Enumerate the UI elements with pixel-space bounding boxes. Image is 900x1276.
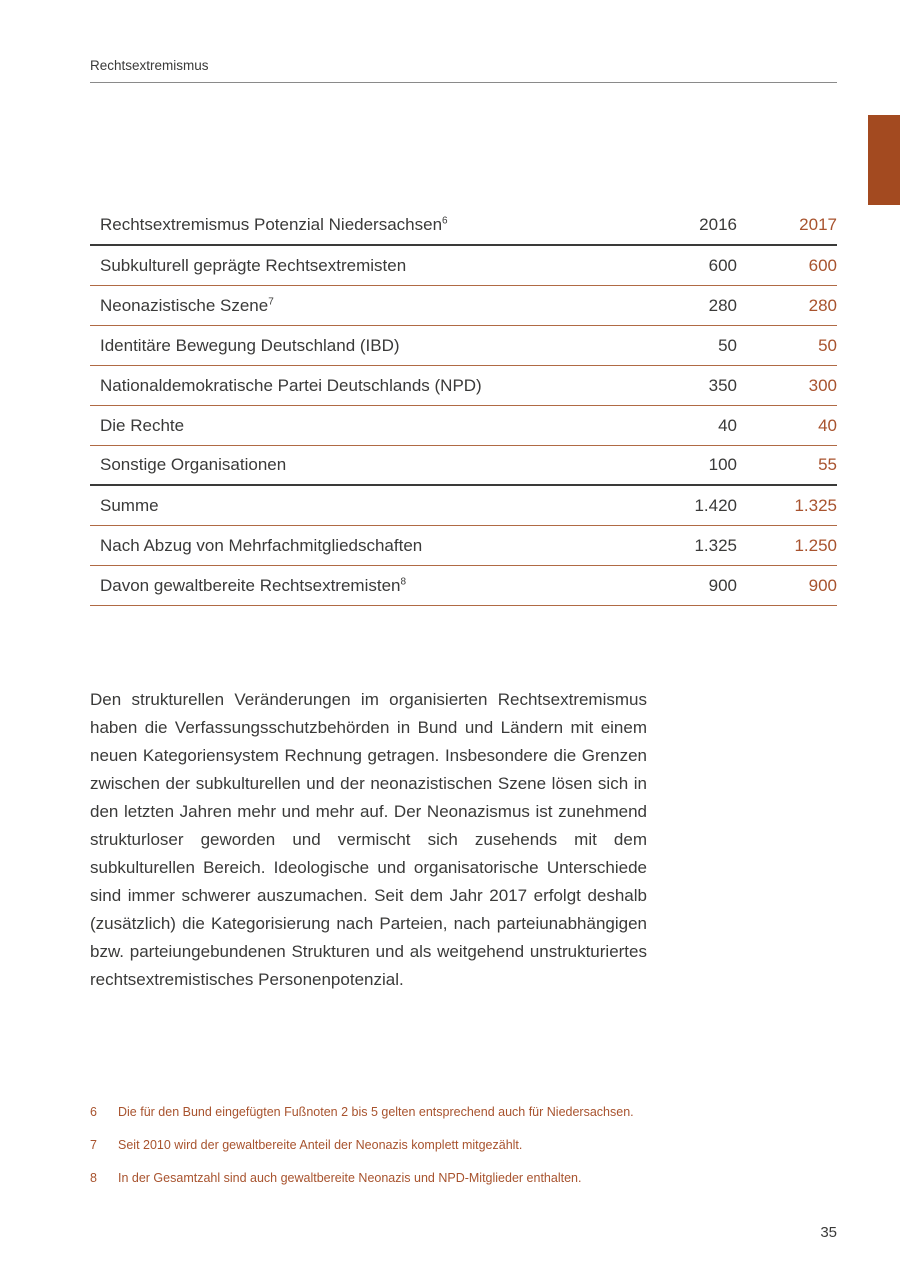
value-2016: 350 (708, 375, 737, 395)
value-2017: 1.250 (794, 535, 837, 555)
table-header-row (90, 205, 837, 246)
value-2016: 600 (708, 255, 737, 275)
footnotes-section (90, 1105, 790, 1204)
potential-table (90, 205, 837, 606)
footnote (90, 1105, 790, 1120)
footnote-text: Die für den Bund eingefügten Fußnoten 2 bis 5 gelten entsprechend auch für Niedersachsen. (118, 1105, 634, 1119)
value-2017: 600 (808, 255, 837, 275)
table-row (90, 446, 837, 486)
table-row (90, 326, 837, 366)
footnote-text: Seit 2010 wird der gewaltbereite Anteil der Neonazis komplett mitgezählt. (118, 1138, 523, 1152)
row-label: Davon gewaltbereite Rechtsextremisten$^8$ (100, 575, 407, 595)
value-2016: 900 (708, 575, 737, 595)
table-row (90, 406, 837, 446)
value-2017: 1.325 (794, 495, 837, 515)
row-label: Summe (100, 495, 159, 515)
footnote (90, 1171, 790, 1186)
value-2017: 300 (808, 375, 837, 395)
row-label: Neonazistische Szene$^7$ (100, 295, 274, 315)
row-label: Nationaldemokratische Partei Deutschlands (NPD) (100, 375, 482, 395)
body-paragraph: Den strukturellen Veränderungen im organisierten Rechtsextremismus haben die Verfassungsschutzbehörden in Bund und Ländern mit einem neuen Kategoriensystem Rechnung getragen. Insbesondere die Grenzen zwischen der subkulturellen und der neonazistischen Szene lösen sich in den letzten Jahren mehr und mehr auf. Der Neonazismus ist zunehmend strukturloser geworden und vermischt sich zusehends mit dem subkulturellen Bereich. Ideologische und organisatorische Unterschiede sind immer schwerer auszumachen. Seit dem Jahr 2017 erfolgt deshalb (zusätzlich) die Kategorisierung nach Parteien, nach parteiunabhängigen bzw. parteiungebundenen Strukturen und als weitgehend unstrukturiertes rechtsextremistisches Personenpotenzial. (90, 690, 647, 989)
page-number: 35 (820, 1224, 837, 1241)
table-row (90, 246, 837, 286)
footnote-number: 7 (90, 1138, 97, 1152)
value-2016: 50 (718, 335, 737, 355)
value-2017: 55 (818, 455, 837, 474)
row-label: Die Rechte (100, 415, 185, 435)
table-row (90, 366, 837, 406)
row-label: Sonstige Organisationen (100, 455, 287, 474)
footnote-ref-8: 8 (400, 575, 407, 587)
footnote-number: 8 (90, 1171, 97, 1185)
table-summary-row (90, 566, 837, 606)
footnote (90, 1138, 790, 1153)
value-2017: 50 (818, 335, 837, 355)
chapter-edge-tab (868, 115, 900, 205)
footnote-number: 6 (90, 1105, 97, 1119)
footnote-ref-6: 6 (442, 214, 448, 226)
value-2016: 280 (708, 295, 737, 315)
table-title-text: Rechtsextremismus Potenzial Niedersachsen (100, 214, 443, 234)
value-2016: 1.420 (694, 495, 737, 515)
table-title (90, 215, 632, 235)
value-2016: 40 (718, 415, 737, 435)
row-label: Identitäre Bewegung Deutschland (IBD) (100, 335, 400, 355)
column-header-2017: 2017 (799, 214, 837, 234)
footnote-ref-7: 7 (268, 295, 274, 307)
table-row (90, 286, 837, 326)
footnote-text: In der Gesamtzahl sind auch gewaltbereite Neonazis und NPD-Mitglieder enthalten. (118, 1171, 582, 1185)
table-summary-row (90, 526, 837, 566)
row-label: Nach Abzug von Mehrfachmitgliedschaften (100, 535, 423, 555)
value-2017: 40 (818, 415, 837, 435)
row-label: Subkulturell geprägte Rechtsextremisten (100, 255, 407, 275)
value-2016: 100 (708, 455, 737, 474)
value-2016: 1.325 (694, 535, 737, 555)
column-header-2016: 2016 (699, 214, 737, 234)
value-2017: 280 (808, 295, 837, 315)
value-2017: 900 (808, 575, 837, 595)
table-summary-row (90, 486, 837, 526)
running-header: Rechtsextremismus (90, 58, 837, 83)
